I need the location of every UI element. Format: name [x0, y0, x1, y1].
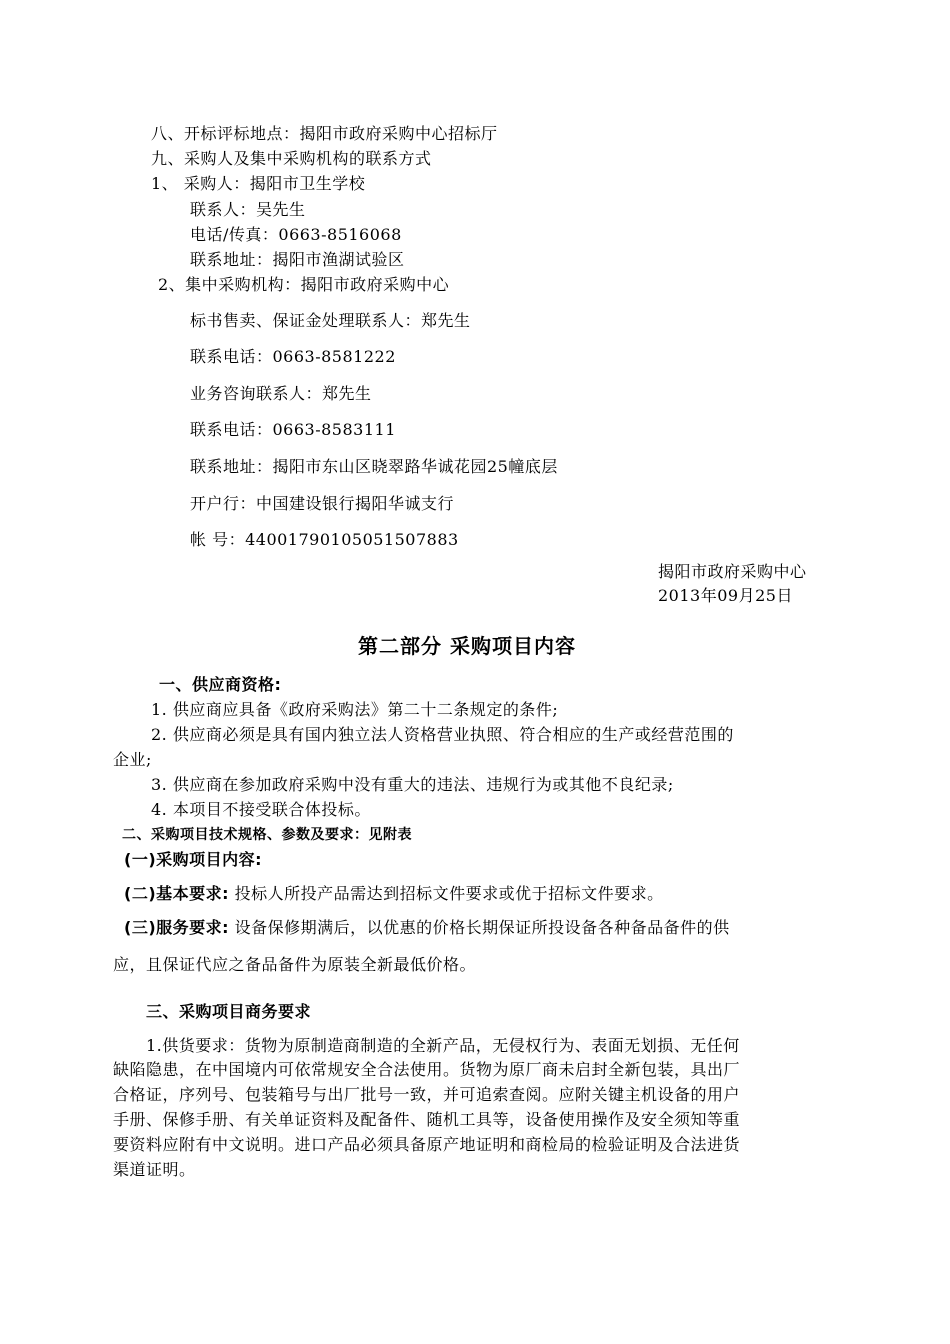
- supply-requirement-line-5: 要资料应附有中文说明。进口产品必须具备原产地证明和商检局的检验证明及合法进货: [113, 1135, 741, 1154]
- business-requirements-heading: 三、采购项目商务要求: [146, 1002, 312, 1021]
- service-requirement-text-a: 设备保修期满后，以优惠的价格长期保证所投设备各种备品备件的供: [234, 918, 730, 937]
- service-requirement: [124, 918, 730, 938]
- buyer-contact: 联系人：吴先生: [190, 200, 306, 219]
- signature-org: 揭阳市政府采购中心: [658, 562, 807, 581]
- agency-business-contact: 业务咨询联系人：郑先生: [190, 384, 372, 403]
- agency-account: 帐 号：44001790105051507883: [190, 530, 459, 549]
- supply-requirement-line-2: 缺陷隐患，在中国境内可依常规安全合法使用。货物为原厂商未启封全新包装，具出厂: [113, 1060, 741, 1079]
- supplier-requirement-3: 3. 供应商在参加政府采购中没有重大的违法、违规行为或其他不良纪录;: [151, 775, 674, 794]
- supplier-requirement-2a: 2. 供应商必须是具有国内独立法人资格营业执照、符合相应的生产或经营范围的: [151, 725, 734, 744]
- supply-requirement-line-1: 1.供货要求：货物为原制造商制造的全新产品，无侵权行为、表面无划损、无任何: [146, 1036, 740, 1055]
- agency-heading: 2、集中采购机构：揭阳市政府采购中心: [158, 275, 450, 294]
- project-content-heading: (一)采购项目内容:: [124, 850, 263, 869]
- supply-requirement-line-6: 渠道证明。: [113, 1160, 196, 1179]
- basic-requirement-text: 投标人所投产品需达到招标文件要求或优于招标文件要求。: [234, 884, 664, 903]
- basic-requirement-label: (二)基本要求:: [124, 884, 230, 903]
- supplier-requirement-4: 4. 本项目不接受联合体投标。: [151, 800, 371, 819]
- basic-requirement: [124, 884, 664, 904]
- service-requirement-text-b: 应，且保证代应之备品备件为原装全新最低价格。: [113, 955, 477, 974]
- agency-bank: 开户行：中国建设银行揭阳华诚支行: [190, 494, 455, 513]
- contact-methods-heading: 九、采购人及集中采购机构的联系方式: [151, 149, 432, 168]
- service-requirement-label: (三)服务要求:: [124, 918, 230, 937]
- agency-tender-contact: 标书售卖、保证金处理联系人：郑先生: [190, 311, 471, 330]
- bid-opening-location: 八、开标评标地点：揭阳市政府采购中心招标厅: [151, 124, 498, 143]
- agency-phone-2: 联系电话：0663-8583111: [190, 420, 396, 439]
- signature-date: 2013年09月25日: [658, 586, 793, 605]
- buyer-phone: 电话/传真：0663-8516068: [190, 225, 402, 244]
- supplier-requirement-1: 1. 供应商应具备《政府采购法》第二十二条规定的条件;: [151, 700, 559, 719]
- part-two-title: 第二部分 采购项目内容: [358, 634, 576, 658]
- supply-requirement-line-3: 合格证，序列号、包装箱号与出厂批号一致，并可追索查阅。应附关键主机设备的用户: [113, 1085, 741, 1104]
- agency-address: 联系地址：揭阳市东山区晓翠路华诚花园25幢底层: [190, 457, 558, 476]
- supply-requirement-line-4: 手册、保修手册、有关单证资料及配备件、随机工具等，设备使用操作及安全须知等重: [113, 1110, 741, 1129]
- buyer-heading: 1、 采购人：揭阳市卫生学校: [151, 174, 366, 193]
- technical-spec-heading: 二、采购项目技术规格、参数及要求：见附表: [122, 827, 412, 843]
- supplier-qualification-heading: 一、供应商资格:: [159, 675, 282, 694]
- buyer-address: 联系地址：揭阳市渔湖试验区: [190, 250, 405, 269]
- supplier-requirement-2b: 企业;: [113, 750, 152, 769]
- agency-phone-1: 联系电话：0663-8581222: [190, 347, 396, 366]
